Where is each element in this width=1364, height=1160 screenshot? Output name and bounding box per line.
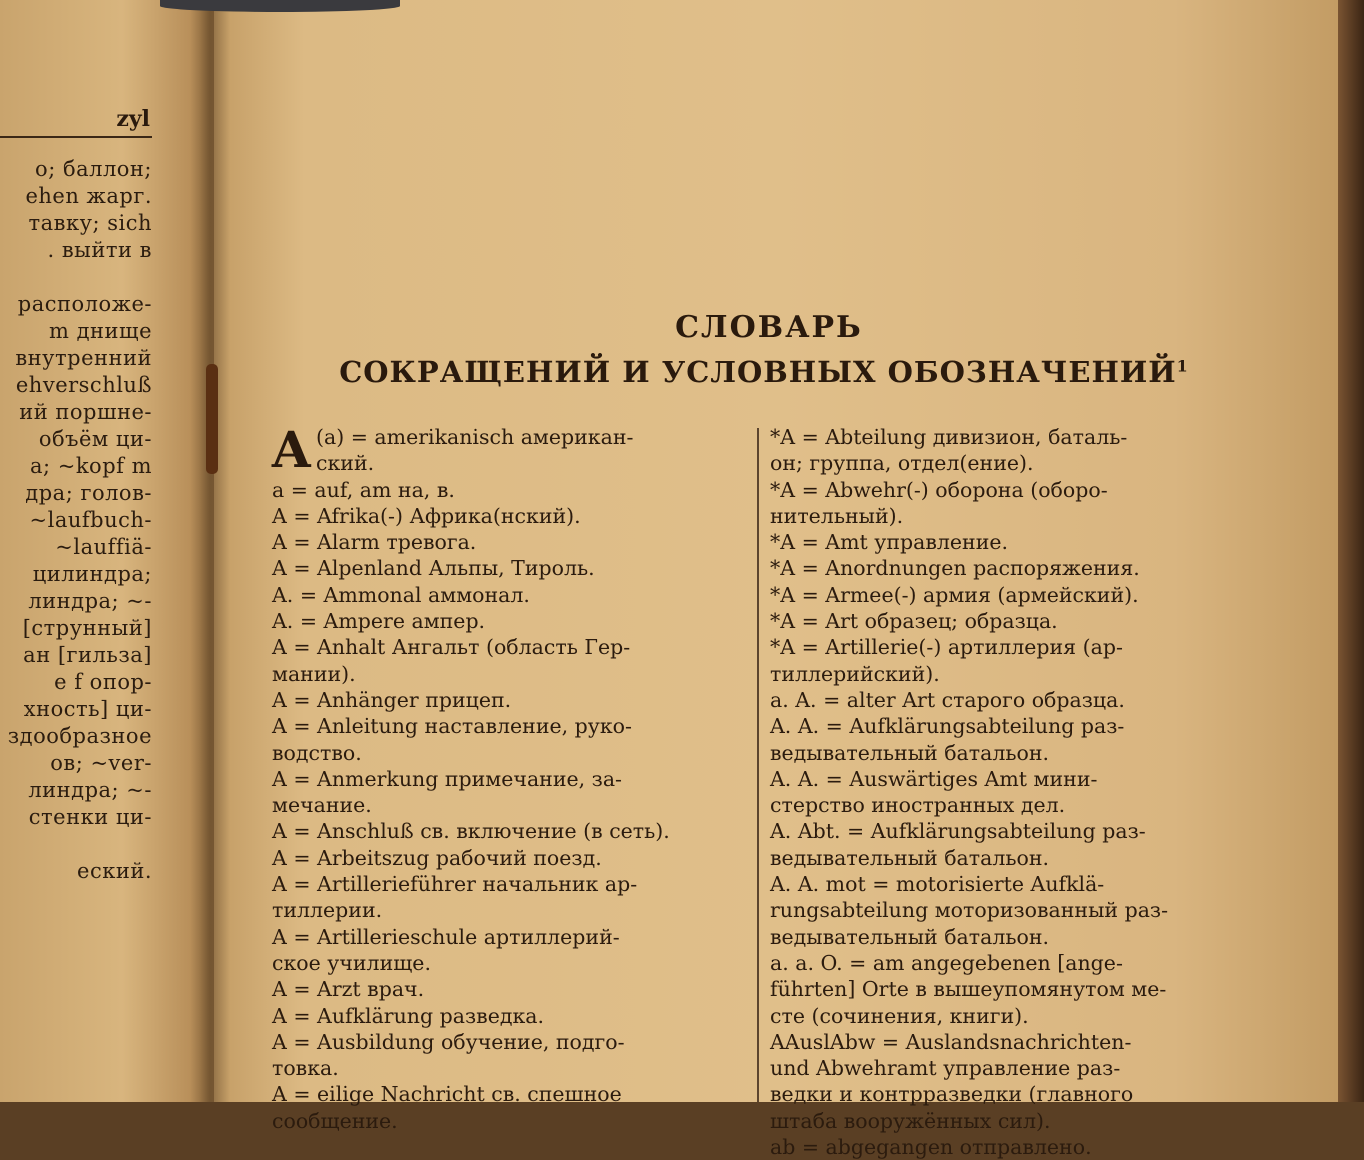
entry-line: он; группа, отдел(ение). — [770, 451, 1034, 476]
text-line: линдра; ~- — [28, 589, 152, 613]
entry-line: товка. — [272, 1056, 339, 1081]
entry-line: A = Anschluß св. включение (в сеть). — [272, 819, 670, 844]
text-line: ehen жарг. — [25, 184, 152, 208]
entry-line: A. = Ampere ампер. — [272, 609, 486, 634]
entry-line: A. A. mot = motorisierte Aufklä- — [770, 872, 1105, 897]
entry-line: A. A. = Auswärtiges Amt мини- — [770, 766, 1098, 791]
title-line-2-text: СОКРАЩЕНИЙ И УСЛОВНЫХ ОБОЗНАЧЕНИЙ — [339, 355, 1177, 389]
entry-line: A = eilige Nachricht св. спешное — [272, 1082, 622, 1107]
text-line: о; баллон; — [35, 157, 152, 181]
entry-line: штаба вооружённых сил). — [770, 1108, 1051, 1133]
page-edge — [1338, 0, 1364, 1102]
entry-line: A = Anleitung наставление, руко- — [272, 714, 632, 739]
text-line: цилиндра; — [32, 562, 152, 586]
text-line: дра; голов- — [25, 481, 152, 505]
entry-line: *A = Anordnungen распоряжения. — [770, 556, 1140, 581]
header-rule — [0, 136, 152, 138]
entry-line: A. Abt. = Aufklärungsabteilung раз- — [770, 819, 1146, 844]
entries-column-right — [770, 424, 1238, 1160]
entry-line: A = Arzt врач. — [272, 977, 425, 1002]
entry-line: стерство иностранных дел. — [770, 793, 1066, 818]
text-line: внутренний — [15, 346, 152, 370]
text-line: ан [гильза] — [23, 643, 152, 667]
entry-line: A = Artillerieschule артиллерий- — [272, 924, 620, 949]
entry-line: мании). — [272, 661, 356, 686]
entry-line: a = auf, am на, в. — [272, 477, 455, 502]
book-cover-edge — [160, 0, 400, 12]
entry-line: A = Afrika(-) Африка(нский). — [272, 503, 581, 528]
entry-line: ab = abgegangen отправлено. — [770, 1135, 1092, 1160]
entry-line: A = Arbeitszug рабочий поезд. — [272, 845, 602, 870]
text-line: ehverschluß — [15, 373, 152, 397]
text-line: линдра; ~- — [28, 778, 152, 802]
entry-line: тиллерийский). — [770, 661, 940, 686]
entry-line: водство. — [272, 740, 362, 765]
entry-line: сообщение. — [272, 1108, 398, 1133]
entries-column-left — [271, 420, 750, 1134]
drop-cap: А — [271, 420, 312, 479]
entry-line: A = Anhänger прицеп. — [272, 687, 512, 712]
entry-line: A = Alarm тревога. — [272, 530, 477, 555]
text-line: m днище — [49, 319, 152, 343]
text-line: хность] ци- — [23, 697, 152, 721]
entry-line: a. a. O. = am angegebenen [ange- — [770, 950, 1123, 975]
entry-line: A = Artillerieführer начальник ар- — [272, 872, 638, 897]
text-line: ~laufbuch- — [29, 508, 152, 532]
section-title — [214, 310, 1344, 389]
entry-line: A = Anmerkung примечание, за- — [272, 766, 622, 791]
entry-line: *A = Abteilung дивизион, баталь- — [770, 425, 1128, 449]
text-line: [струнный] — [22, 616, 152, 640]
entry-line: тиллерии. — [272, 898, 383, 923]
text-line: . выйти в — [47, 238, 152, 262]
entry-line: ведывательный батальон. — [770, 924, 1050, 949]
text-line: расположе- — [17, 292, 152, 316]
title-line-2 — [184, 355, 1344, 389]
entry-line: und Abwehramt управление раз- — [770, 1056, 1121, 1081]
text-line: здообразное — [7, 724, 152, 748]
column-divider — [757, 428, 759, 1102]
left-page-text — [0, 156, 152, 885]
entry-line: *A = Artillerie(-) артиллерия (ар- — [770, 635, 1123, 660]
left-page — [0, 0, 222, 1102]
text-line — [0, 831, 152, 858]
entry-line: ский. — [316, 451, 375, 476]
entry-line: ведки и контрразведки (главного — [770, 1082, 1134, 1107]
entry-line: *A = Art образец; образца. — [770, 609, 1058, 634]
entry-line: (а) = amerikanisch американ- — [316, 425, 634, 449]
text-line: ий поршне- — [19, 400, 152, 424]
entry-line: A. A. = Aufklärungsabteilung раз- — [770, 714, 1125, 739]
text-line: объём ци- — [38, 427, 152, 451]
entry-line: A = Ausbildung обучение, подго- — [272, 1029, 625, 1054]
entry-line: A = Aufklärung разведка. — [272, 1003, 545, 1028]
text-line: ов; ~ver- — [50, 751, 152, 775]
entry-line: сте (сочинения, книги). — [770, 1003, 1029, 1028]
text-line: стенки ци- — [28, 805, 152, 829]
text-line: е f опор- — [54, 670, 152, 694]
title-line-1: СЛОВАРЬ — [675, 310, 863, 345]
entry-line: rungsabteilung моторизованный раз- — [770, 898, 1169, 923]
entry-line: ведывательный батальон. — [770, 845, 1050, 870]
footnote-mark: 1 — [1176, 356, 1189, 376]
entry-line: мечание. — [272, 793, 372, 818]
entry-line: AAuslAbw = Auslandsnachrichten- — [770, 1029, 1132, 1054]
entry-line: ское училище. — [272, 950, 431, 975]
gutter-shadow — [190, 0, 230, 1102]
entry-line: нительный). — [770, 503, 904, 528]
text-line: еский. — [77, 859, 152, 883]
entry-line: *A = Abwehr(-) оборона (оборо- — [770, 477, 1108, 502]
text-line: а; ~kopf m — [29, 454, 152, 478]
entry-line: A. = Ammonal аммонал. — [272, 582, 530, 607]
entry-line: ведывательный батальон. — [770, 740, 1050, 765]
text-line — [0, 264, 152, 291]
entry-line: A = Alpenland Альпы, Тироль. — [272, 556, 595, 581]
entry-line: A = Anhalt Ангальт (область Гер- — [272, 635, 631, 660]
entry-line: führten] Orte в вышеупомянутом ме- — [770, 977, 1167, 1002]
text-line: тавку; sich — [28, 211, 152, 235]
text-line: ~lauffiä- — [55, 535, 152, 559]
entry-line: *A = Amt управление. — [770, 530, 1009, 555]
running-head: zyl — [116, 106, 150, 132]
entry-line: *A = Armee(-) армия (армейский). — [770, 582, 1139, 607]
entry-line: a. A. = alter Art старого образца. — [770, 687, 1125, 712]
